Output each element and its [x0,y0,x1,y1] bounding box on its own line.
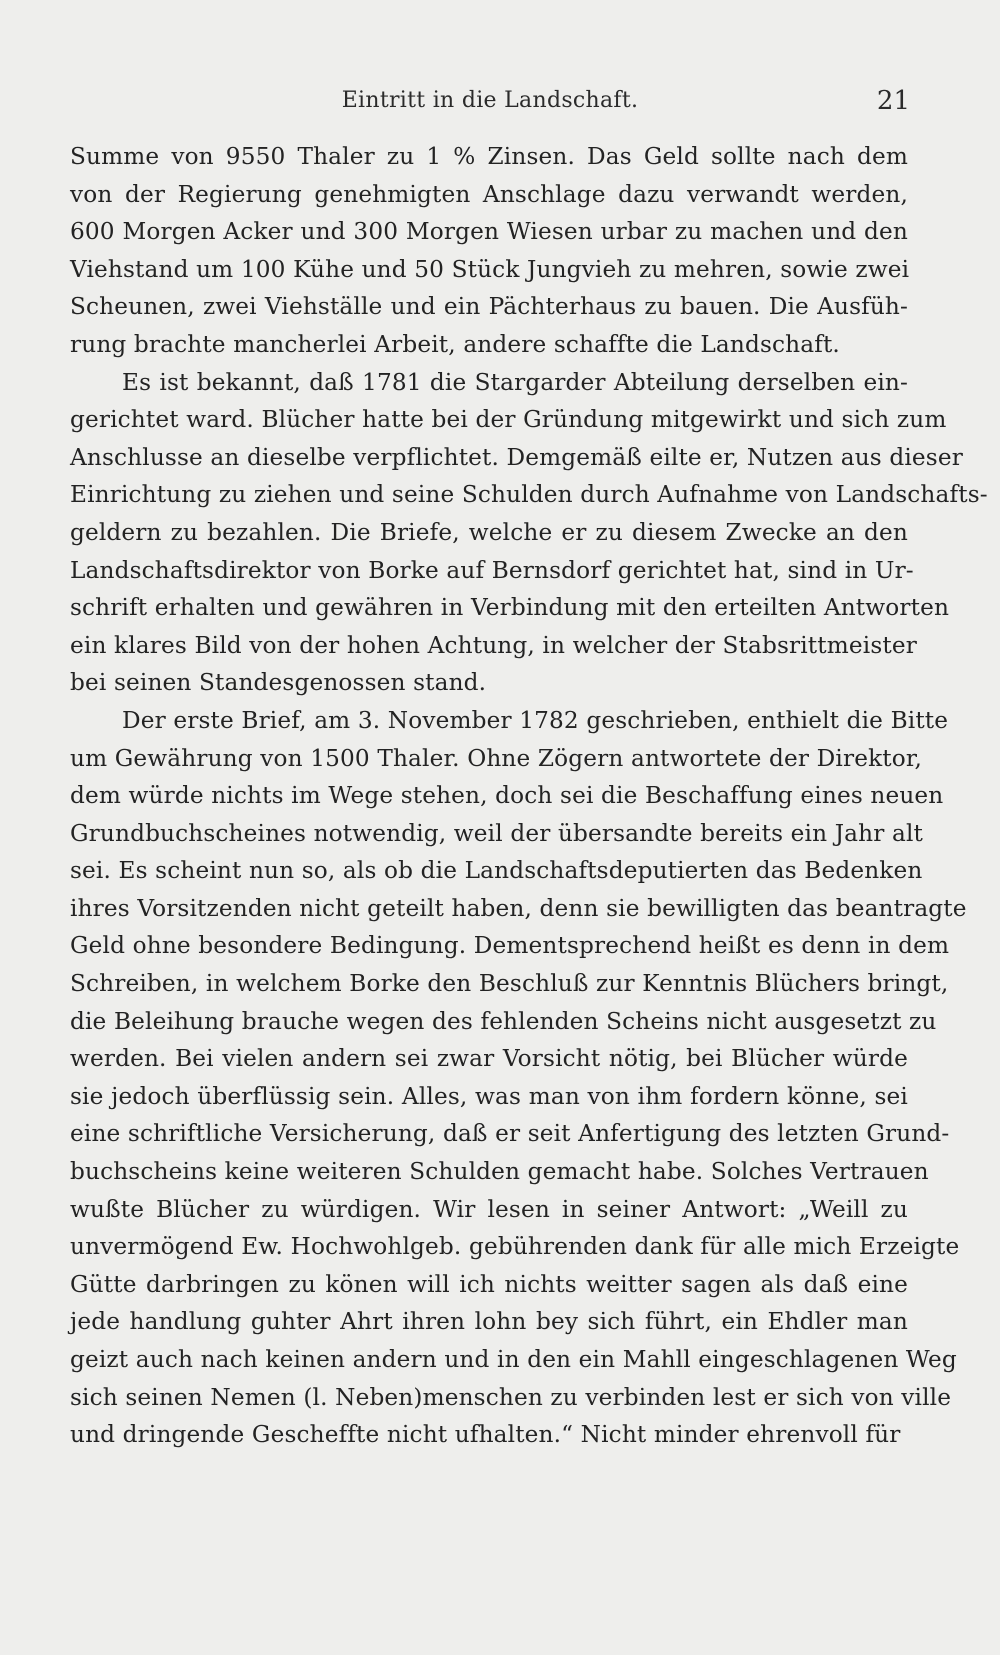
body-text [70,138,988,1454]
text-line: ihres Vorsitzenden nicht geteilt haben, denn sie bewilligten das beantragte [70,894,967,922]
text-line: werden. Bei vielen andern sei zwar Vorsicht nötig, bei Blücher würde [70,1045,908,1073]
text-line: jede handlung guhter Ahrt ihren lohn bey sich führt, ein Ehdler man [70,1308,908,1336]
text-line: Der erste Brief, am 3. November 1782 geschrieben, enthielt die Bitte [122,706,949,734]
paragraph [70,702,967,1454]
paragraph [70,138,908,364]
text-line: geldern zu bezahlen. Die Briefe, welche er zu diesem Zwecke an den [70,518,908,546]
text-line: die Beleihung brauche wegen des fehlenden Scheins nicht ausgesetzt zu [70,1007,937,1035]
text-line: Summe von 9550 Thaler zu 1 % Zinsen. Das Geld sollte nach dem [70,143,908,170]
paragraph [70,364,988,702]
text-line: dem würde nichts im Wege stehen, doch sei die Beschaffung eines neuen [70,782,944,810]
text-line: von der Regierung genehmigten Anschlage dazu verwandt werden, [70,180,908,208]
text-line: Gütte darbringen zu könen will ich nichts weitter sagen als daß eine [70,1270,908,1298]
text-line: sie jedoch überflüssig sein. Alles, was man von ihm fordern könne, sei [70,1082,908,1110]
text-line: bei seinen Standesgenossen stand. [70,669,487,697]
text-line: buchscheins keine weiteren Schulden gemacht habe. Solches Vertrauen [70,1158,929,1186]
text-line: Anschlusse an dieselbe verpflichtet. Demgemäß eilte er, Nutzen aus dieser [70,443,963,471]
text-line: eine schriftliche Versicherung, daß er seit Anfertigung des letzten Grund- [70,1120,950,1148]
text-line: Schreiben, in welchem Borke den Beschluß zur Kenntnis Blüchers bringt, [70,970,949,998]
text-line: unvermögend Ew. Hochwohlgeb. gebührenden dank für alle mich Erzeigte [70,1233,960,1261]
text-line: ein klares Bild von der hohen Achtung, in welcher der Stabsrittmeister [70,631,917,659]
text-line: Es ist bekannt, daß 1781 die Stargarder Abteilung derselben ein- [122,368,908,396]
text-line: gerichtet ward. Blücher hatte bei der Gründung mitgewirkt und sich zum [70,406,947,434]
text-line: um Gewährung von 1500 Thaler. Ohne Zögern antwortete der Direktor, [70,744,923,772]
text-line: sei. Es scheint nun so, als ob die Landschaftsdeputierten das Bedenken [70,857,923,885]
text-line: Landschaftsdirektor von Borke auf Bernsdorf gerichtet hat, sind in Ur- [70,556,914,584]
text-line: geizt auch nach keinen andern und in den ein Mahll eingeschlagenen Weg [70,1346,957,1373]
running-head [70,88,910,124]
page-number: 21 [876,86,910,116]
text-line: Einrichtung zu ziehen und seine Schulden durch Aufnahme von Landschafts- [70,481,988,509]
text-line: sich seinen Nemen (l. Neben)menschen zu verbinden lest er sich von ville [70,1383,952,1411]
text-line: Geld ohne besondere Bedingung. Dementsprechend heißt es denn in dem [70,932,950,960]
text-line: Viehstand um 100 Kühe und 50 Stück Jungvieh zu mehren, sowie zwei [70,255,910,283]
text-line: wußte Blücher zu würdigen. Wir lesen in seiner Antwort: „Weill zu [70,1195,908,1223]
text-line: rung brachte mancherlei Arbeit, andere schaffte die Landschaft. [70,330,840,358]
text-line: Scheunen, zwei Viehställe und ein Pächterhaus zu bauen. Die Ausfüh- [70,293,908,321]
text-line: und dringende Gescheffte nicht ufhalten.“ Nicht minder ehrenvoll für [70,1421,901,1449]
running-title: Eintritt in die Landschaft. [341,88,639,113]
text-line: 600 Morgen Acker und 300 Morgen Wiesen urbar zu machen und den [70,218,908,246]
text-line: Grundbuchscheines notwendig, weil der übersandte bereits ein Jahr alt [70,819,923,847]
text-line: schrift erhalten und gewähren in Verbindung mit den erteilten Antworten [70,594,950,622]
